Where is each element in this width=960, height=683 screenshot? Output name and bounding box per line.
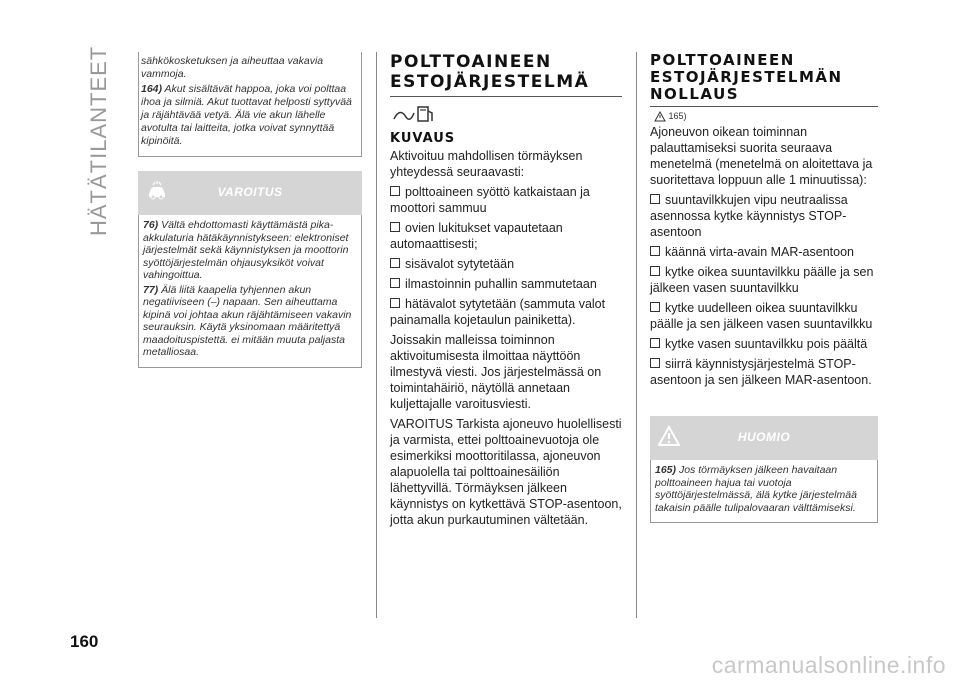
reference-note: [654, 111, 878, 122]
list-item: [650, 300, 878, 332]
item-number: 164): [141, 83, 163, 95]
list-item-text: hätävalot sytytetään (sammuta valot painamalla kojetaulun painiketta).: [390, 297, 606, 327]
page-number: 160: [70, 632, 99, 651]
section-title: POLTTOAINEEN ESTOJÄRJESTELMÄ: [390, 52, 590, 92]
note-item-165: [655, 464, 873, 514]
list-item-text: suuntavilkkujen vipu neutraalissa asennossa kytke käynnistys STOP-asentoon: [650, 193, 848, 239]
item-text: Vältä ehdottomasti käyttämästä pika-akkulaturia hätäkäynnistykseen: elektroniset järjestelmät sekä käynnistyksen ja moottorin syöttöjärjestelmän ohjausyksiköt voivat vahingoittua.: [143, 219, 349, 281]
list-item-text: käännä virta-avain MAR-asentoon: [665, 245, 854, 259]
item-number: 76): [143, 219, 159, 231]
bullet-square-icon: [650, 338, 660, 348]
subtitle: KUVAUS: [390, 131, 456, 146]
list-item-text: siirrä käynnistysjärjestelmä STOP-asentoon ja sen jälkeen MAR-asentoon.: [650, 357, 872, 387]
list-item: [650, 192, 878, 240]
column-2: [390, 52, 622, 532]
list-item-text: polttoaineen syöttö katkaistaan ja moottori sammuu: [390, 185, 590, 215]
list-item-text: kytke oikea suuntavilkku päälle ja sen jälkeen vasen suuntavilkku: [650, 265, 874, 295]
side-tab-label: HÄTÄTILANTEET: [86, 45, 111, 236]
column-divider: [376, 52, 377, 618]
item-number: 77): [143, 283, 159, 296]
list-item: [650, 244, 878, 260]
warning-item-77: [143, 284, 357, 359]
list-item-text: kytke uudelleen oikea suuntavilkku päälle ja sen jälkeen vasen suuntavilkku: [650, 301, 873, 331]
bullet-square-icon: [390, 278, 400, 288]
warning-box-continued: [138, 52, 362, 157]
title-rule: [650, 106, 878, 107]
warning-item-164: [141, 83, 357, 148]
column-1: [138, 52, 362, 368]
intro-paragraph: Ajoneuvon oikean toiminnan palauttamiseksi suorita seuraava menetelmä (menetelmä on aloitettava ja suoritettava loppuun alle 1 minuutissa):: [650, 125, 873, 187]
bullet-square-icon: [390, 258, 400, 268]
column-3: [650, 52, 878, 523]
warning-item-76: [143, 219, 357, 282]
list-item: [650, 264, 878, 296]
bullet-square-icon: [650, 266, 660, 276]
list-item: [390, 276, 622, 292]
list-item-text: ovien lukitukset vapautetaan automaattisesti;: [390, 221, 563, 251]
list-item: [650, 336, 878, 352]
fuel-cutoff-icon: [392, 103, 436, 125]
bullet-square-icon: [650, 358, 660, 368]
bullet-square-icon: [650, 246, 660, 256]
bullet-square-icon: [650, 302, 660, 312]
bullet-square-icon: [650, 194, 660, 204]
watermark: carmanualsonline.info: [711, 652, 946, 678]
warning-box: [138, 215, 362, 368]
bullet-square-icon: [390, 298, 400, 308]
note-title: HUOMIO: [737, 430, 791, 444]
warning-banner: [138, 171, 362, 215]
bullet-square-icon: [390, 186, 400, 196]
list-item: [390, 220, 622, 252]
list-item-text: sisävalot sytytetään: [405, 257, 515, 271]
paragraph: Joissakin malleissa toiminnon aktivoitumisesta ilmoittaa näyttöön ilmestyvä viesti. Jos järjestelmässä on toimintahäiriö, näytöllä annetaan kuljettajalle varoitusviesti.: [390, 333, 602, 411]
item-text: Akut sisältävät happoa, joka voi polttaa ihoa ja silmiä. Akut tuottavat helposti syttyvää ja räjähtävää vetyä. Älä vie akun lähelle avotulta tai laitteita, jotka voivat synnyttää kipinöitä.: [141, 83, 352, 147]
warning-title: VAROITUS: [217, 185, 283, 199]
list-item: [390, 296, 622, 328]
fuel-cutoff-icon-wrap: [392, 103, 622, 127]
body-text: [650, 124, 878, 388]
list-item-text: ilmastoinnin puhallin sammutetaan: [405, 277, 597, 291]
item-text: Älä liitä kaapelia tyhjennen akun negatiiviseen (–) napaan. Sen aiheuttama kipinä voi johtaa akun räjähtämiseen vakavin seurauksin. Käytä yksinomaan määritettyä maadoituspistettä. ei mitään muuta paljasta metalliosaa.: [143, 283, 352, 358]
section-side-tab: [86, 46, 116, 236]
list-item: [390, 256, 622, 272]
warning-triangle-icon: [654, 111, 666, 122]
warning-text: sähkökosketuksen ja aiheuttaa vakavia vammoja.: [141, 55, 324, 80]
reference-number: 165): [668, 111, 687, 121]
note-banner: [650, 416, 878, 460]
list-item-text: kytke vasen suuntavilkku pois päältä: [665, 337, 868, 351]
list-item: [650, 356, 878, 388]
list-item: [390, 184, 622, 216]
paragraph: VAROITUS Tarkista ajoneuvo huolellisesti ja varmista, ettei polttoainevuotoja ole esimerkiksi moottoritilassa, ajoneuvon alapuolella tai polttoainesäiliön lähettyvillä. Törmäyksen jälkeen käynnistys on kytkettävä STOP-asentoon, jotta akun purkautuminen vältetään.: [390, 417, 622, 527]
column-divider: [636, 52, 637, 618]
intro-paragraph: Aktivoituu mahdollisen törmäyksen yhteydessä seuraavasti:: [390, 149, 583, 179]
title-rule: [390, 96, 622, 97]
section-title: POLTTOAINEEN ESTOJÄRJESTELMÄN NOLLAUS: [650, 51, 843, 103]
bullet-square-icon: [390, 222, 400, 232]
item-text: Jos törmäyksen jälkeen havaitaan polttoaineen hajua tai vuotoja syöttöjärjestelmässä, älä kytke järjestelmää takaisin päälle tulipalovaaran välttämiseksi.: [655, 464, 857, 514]
body-text: [390, 148, 622, 528]
note-box: [650, 460, 878, 523]
item-number: 165): [655, 464, 677, 476]
